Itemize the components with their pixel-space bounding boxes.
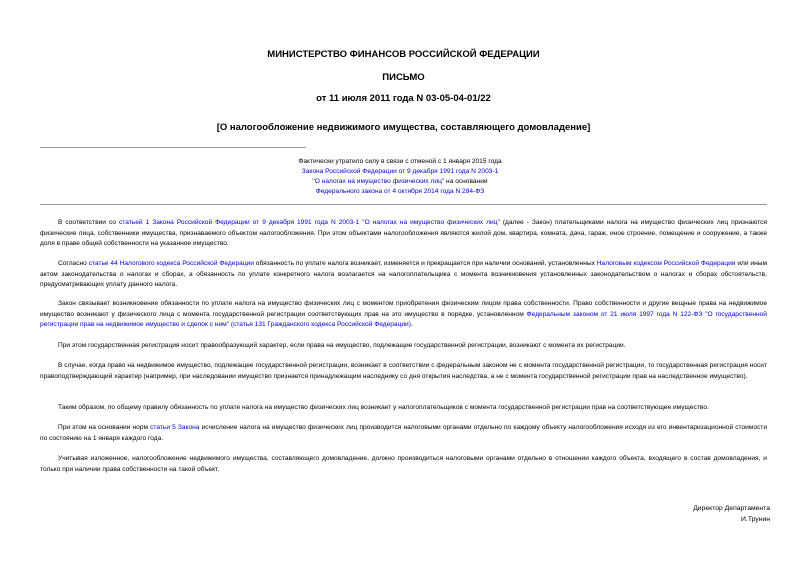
paragraph-1: [40, 218, 767, 250]
document-reference: от 11 июля 2011 года N 03-05-04-01/22: [316, 93, 491, 104]
ministry-title: МИНИСТЕРСТВО ФИНАНСОВ РОССИЙСКОЙ ФЕДЕРАЦИИ: [267, 49, 540, 60]
status-note-line3: [180, 177, 620, 187]
paragraph-text: (далее - Закон) плательщиками налога на имущество физических лиц признаются физические лица, собственники имущества, признаваемого объектом налогообложения. При этом объектами налогообложения являются жилой дом, квартира, комната, дача, гараж, иное строение, помещение и сооружение, а также доля в праве общей собственности на указанное имущество.: [40, 219, 768, 248]
federal-law-122-link[interactable]: Федеральным законом от 21 июля 1997 года N 122-ФЗ "О государственной регистрации прав на недвижимое имущество и сделок с ним": [40, 310, 767, 329]
article-44-link[interactable]: статье 44 Налогового кодекса Российской Федерации: [88, 260, 254, 267]
paragraph-text: Закон связывает возникновение обязанности по уплате налога на имущество физических лиц с моментом приобретения физическим лицом права собственности. Право собственности и другие вещные права на недвижимое имущество возникают у физического лица с момента государственной регистрации соответствующих прав на это имущество в порядке, установленном: [40, 300, 767, 318]
paragraph-text: .: [410, 321, 413, 329]
law-link[interactable]: Закона Российской Федерации от 9 декабря 1991 года N 2003-1: [301, 168, 499, 175]
article-5-link[interactable]: статьи 5 Закона: [150, 424, 200, 431]
paragraph-text: исчисление налога на имущество физических лиц производится налоговыми органами отдельно по каждому объекту налогообложения исходя из его инвентаризационной стоимости по состоянию на 1 января каждого года.: [40, 424, 768, 442]
paragraph-4: При этом государственная регистрация носит правообразующий характер, если права на имущество, подлежащие государственной регистрации, возникают с момента их регистрации.: [58, 342, 626, 349]
status-note-law-link[interactable]: [180, 167, 620, 177]
signature-name: И.Трунин: [741, 516, 770, 523]
paragraph-text: При этом на основании норм: [58, 424, 151, 431]
status-note-text: на основании: [444, 178, 488, 185]
status-note-federal-law[interactable]: [180, 187, 620, 197]
status-note-line1: Фактически утратило силу в связи с отменой с 1 января 2015 года: [298, 158, 502, 165]
paragraph-text: Согласно: [58, 260, 89, 267]
paragraph-8: Учитывая изложенное, налогообложение недвижимого имущества, составляющего домовладение, должно производиться налоговыми органами отдельно в отношении каждого объекта, входящего в состав домовладения, и только при наличии права собственности на такой объект.: [40, 455, 767, 473]
document-type: ПИСЬМО: [382, 72, 425, 83]
civil-code-article-131-link[interactable]: (статья 131 Гражданского кодекса Российской Федерации): [230, 321, 411, 329]
paragraph-5: В случае, когда право на недвижимое имущество, подлежащее государственной регистрации, возникает в соответствии с федеральным законом не с момента государственной регистрации, то государственная регистрация носит правоподтверждающий характер (например, при наследовании имущество признается принадлежащим наследнику со дня открытия наследства, а не с момента государственной регистрации прав на наследственное имущество).: [40, 362, 767, 380]
paragraph-text: В соответствии со: [58, 219, 120, 226]
document-subject: [О налогообложение недвижимого имущества, составляющего домовладение]: [216, 122, 591, 133]
federal-law-link[interactable]: Федерального закона от 4 октября 2014 года N 284-ФЗ: [315, 188, 485, 195]
paragraph-7: [40, 423, 767, 444]
paragraph-6: Таким образом, по общему правилу обязанность по уплате налога на имущество физических лиц возникает у налогоплательщиков с момента государственной регистрации прав на соответствующее имущество.: [58, 404, 709, 411]
article-1-link[interactable]: статьей 1 Закона Российской Федерации от 9 декабря 1991 года N 2003-1 "О налогах на имущество физических лиц": [119, 219, 500, 226]
paragraph-text: обязанность по уплате налога возникает, изменяется и прекращается при наличии оснований, установленных: [253, 260, 597, 267]
paragraph-text: или иным актом законодательства о налогах и сборах, а обязанность по уплате конкретного налога возлагается на налогоплательщика с момента возникновения установленных законодательством о налогах и сборах обстоятельств, предусматривающих уплату данного налога.: [40, 260, 767, 289]
law-title-link[interactable]: "О налогах на имущество физических лиц": [312, 178, 445, 185]
divider-top: [40, 147, 306, 148]
signature-position: Директор Департамента: [693, 505, 770, 512]
paragraph-3: [40, 299, 767, 331]
divider-bottom: [40, 204, 767, 205]
paragraph-2: [40, 259, 767, 291]
tax-code-link[interactable]: Налоговым кодексом Российской Федерации: [596, 260, 736, 267]
